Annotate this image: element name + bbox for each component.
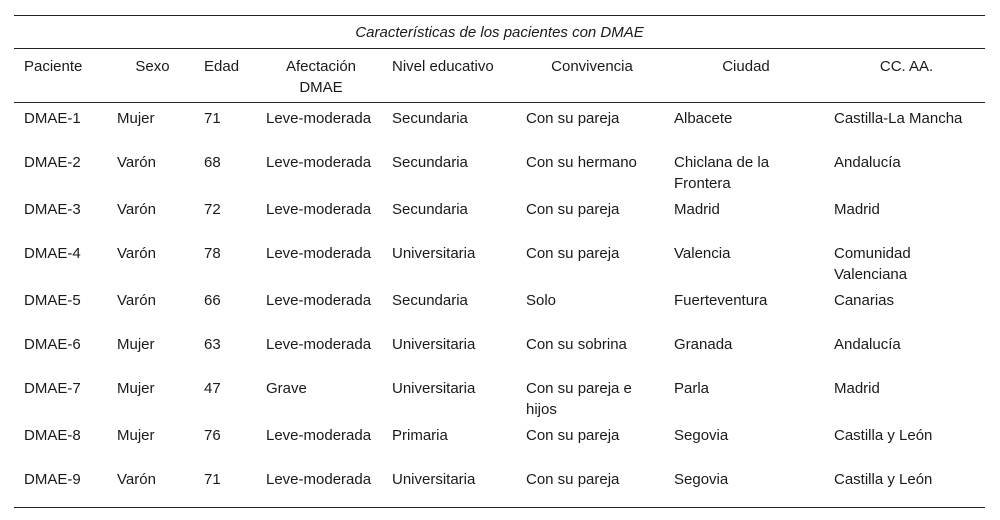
cell-ciudad: Granada [674, 336, 733, 353]
cell-sexo: Mujer [117, 380, 155, 397]
cell-paciente: DMAE-1 [24, 110, 81, 127]
table-row [14, 103, 985, 148]
column-header-ccaa: CC. AA. [824, 49, 985, 103]
cell-afectacion: Leve-moderada [266, 201, 372, 218]
cell-convivencia: Con su pareja [526, 427, 620, 444]
table-header-row [14, 49, 985, 103]
table-row [14, 420, 985, 464]
cell-nivel-educativo: Secundaria [392, 292, 468, 309]
cell-afectacion: Grave [266, 380, 307, 397]
cell-nivel-educativo: Universitaria [392, 245, 476, 262]
cell-edad: 47 [204, 380, 221, 397]
column-header-sexo: Sexo [107, 49, 194, 103]
cell-ccaa: Madrid [834, 380, 880, 397]
cell-afectacion: Leve-moderada [266, 245, 372, 262]
cell-paciente: DMAE-5 [24, 292, 81, 309]
cell-convivencia: Con su pareja e hijos [526, 380, 632, 418]
cell-afectacion: Leve-moderada [266, 427, 372, 444]
cell-paciente: DMAE-8 [24, 427, 81, 444]
column-header-nivel-educativo: Nivel educativo [382, 49, 516, 103]
cell-sexo: Varón [117, 201, 156, 218]
patients-table-container [14, 15, 985, 508]
cell-nivel-educativo: Secundaria [392, 110, 468, 127]
cell-ccaa: Castilla y León [834, 427, 933, 444]
cell-afectacion: Leve-moderada [266, 110, 372, 127]
column-header-paciente: Paciente [14, 49, 107, 103]
cell-edad: 63 [204, 336, 221, 353]
cell-ciudad: Albacete [674, 110, 733, 127]
column-header-afectacion: Afectación DMAE [256, 49, 382, 103]
cell-sexo: Varón [117, 292, 156, 309]
cell-paciente: DMAE-9 [14, 464, 107, 508]
cell-paciente: DMAE-6 [24, 336, 81, 353]
cell-afectacion: Leve-moderada [266, 154, 372, 171]
cell-ciudad: Parla [674, 380, 710, 397]
cell-paciente: DMAE-2 [24, 154, 81, 171]
cell-convivencia: Con su pareja [526, 110, 620, 127]
cell-ciudad: Madrid [674, 201, 720, 218]
cell-ciudad: Segovia [664, 464, 824, 508]
column-header-ciudad: Ciudad [664, 49, 824, 103]
cell-ciudad: Segovia [674, 427, 729, 444]
cell-paciente: DMAE-4 [24, 245, 81, 262]
table-row [14, 285, 985, 329]
table-row [14, 238, 985, 285]
cell-edad: 71 [204, 110, 221, 127]
cell-ccaa: Comunidad Valenciana [834, 245, 911, 283]
cell-convivencia: Solo [526, 292, 557, 309]
cell-nivel-educativo: Primaria [392, 427, 448, 444]
cell-paciente: DMAE-7 [24, 380, 81, 397]
table-caption-row [14, 16, 985, 49]
cell-paciente: DMAE-3 [24, 201, 81, 218]
table-row [14, 329, 985, 373]
cell-edad: 68 [204, 154, 221, 171]
cell-convivencia: Con su pareja [526, 201, 620, 218]
table-row [14, 464, 985, 508]
table-caption: Características de los pacientes con DMAE [14, 16, 985, 49]
cell-nivel-educativo: Universitaria [392, 336, 476, 353]
cell-edad: 71 [194, 464, 256, 508]
table-body [14, 103, 985, 508]
cell-edad: 66 [204, 292, 221, 309]
cell-ccaa: Castilla y León [824, 464, 985, 508]
cell-edad: 76 [204, 427, 221, 444]
cell-convivencia: Con su pareja [526, 245, 620, 262]
cell-sexo: Mujer [117, 427, 155, 444]
cell-nivel-educativo: Universitaria [382, 464, 516, 508]
cell-ccaa: Madrid [834, 201, 880, 218]
cell-ciudad: Valencia [674, 245, 731, 262]
cell-nivel-educativo: Universitaria [392, 380, 476, 397]
cell-nivel-educativo: Secundaria [392, 201, 468, 218]
patients-table [14, 15, 985, 508]
cell-convivencia: Con su pareja [516, 464, 664, 508]
cell-ciudad: Chiclana de la Frontera [674, 154, 770, 192]
cell-afectacion: Leve-moderada [266, 292, 372, 309]
cell-sexo: Varón [117, 154, 156, 171]
cell-sexo: Varón [107, 464, 194, 508]
column-header-convivencia: Convivencia [516, 49, 664, 103]
cell-ccaa: Andalucía [834, 154, 901, 171]
cell-edad: 78 [204, 245, 221, 262]
cell-sexo: Mujer [117, 110, 155, 127]
cell-ccaa: Castilla-La Mancha [834, 110, 963, 127]
cell-edad: 72 [204, 201, 221, 218]
table-row [14, 147, 985, 194]
table-row [14, 373, 985, 420]
cell-convivencia: Con su sobrina [526, 336, 627, 353]
cell-sexo: Mujer [117, 336, 155, 353]
cell-nivel-educativo: Secundaria [392, 154, 468, 171]
cell-ccaa: Andalucía [834, 336, 901, 353]
table-row [14, 194, 985, 238]
cell-afectacion: Leve-moderada [266, 336, 372, 353]
cell-sexo: Varón [117, 245, 156, 262]
cell-afectacion: Leve-moderada [256, 464, 382, 508]
cell-ccaa: Canarias [834, 292, 895, 309]
column-header-edad: Edad [194, 49, 256, 103]
cell-ciudad: Fuerteventura [674, 292, 768, 309]
cell-convivencia: Con su hermano [526, 154, 637, 171]
